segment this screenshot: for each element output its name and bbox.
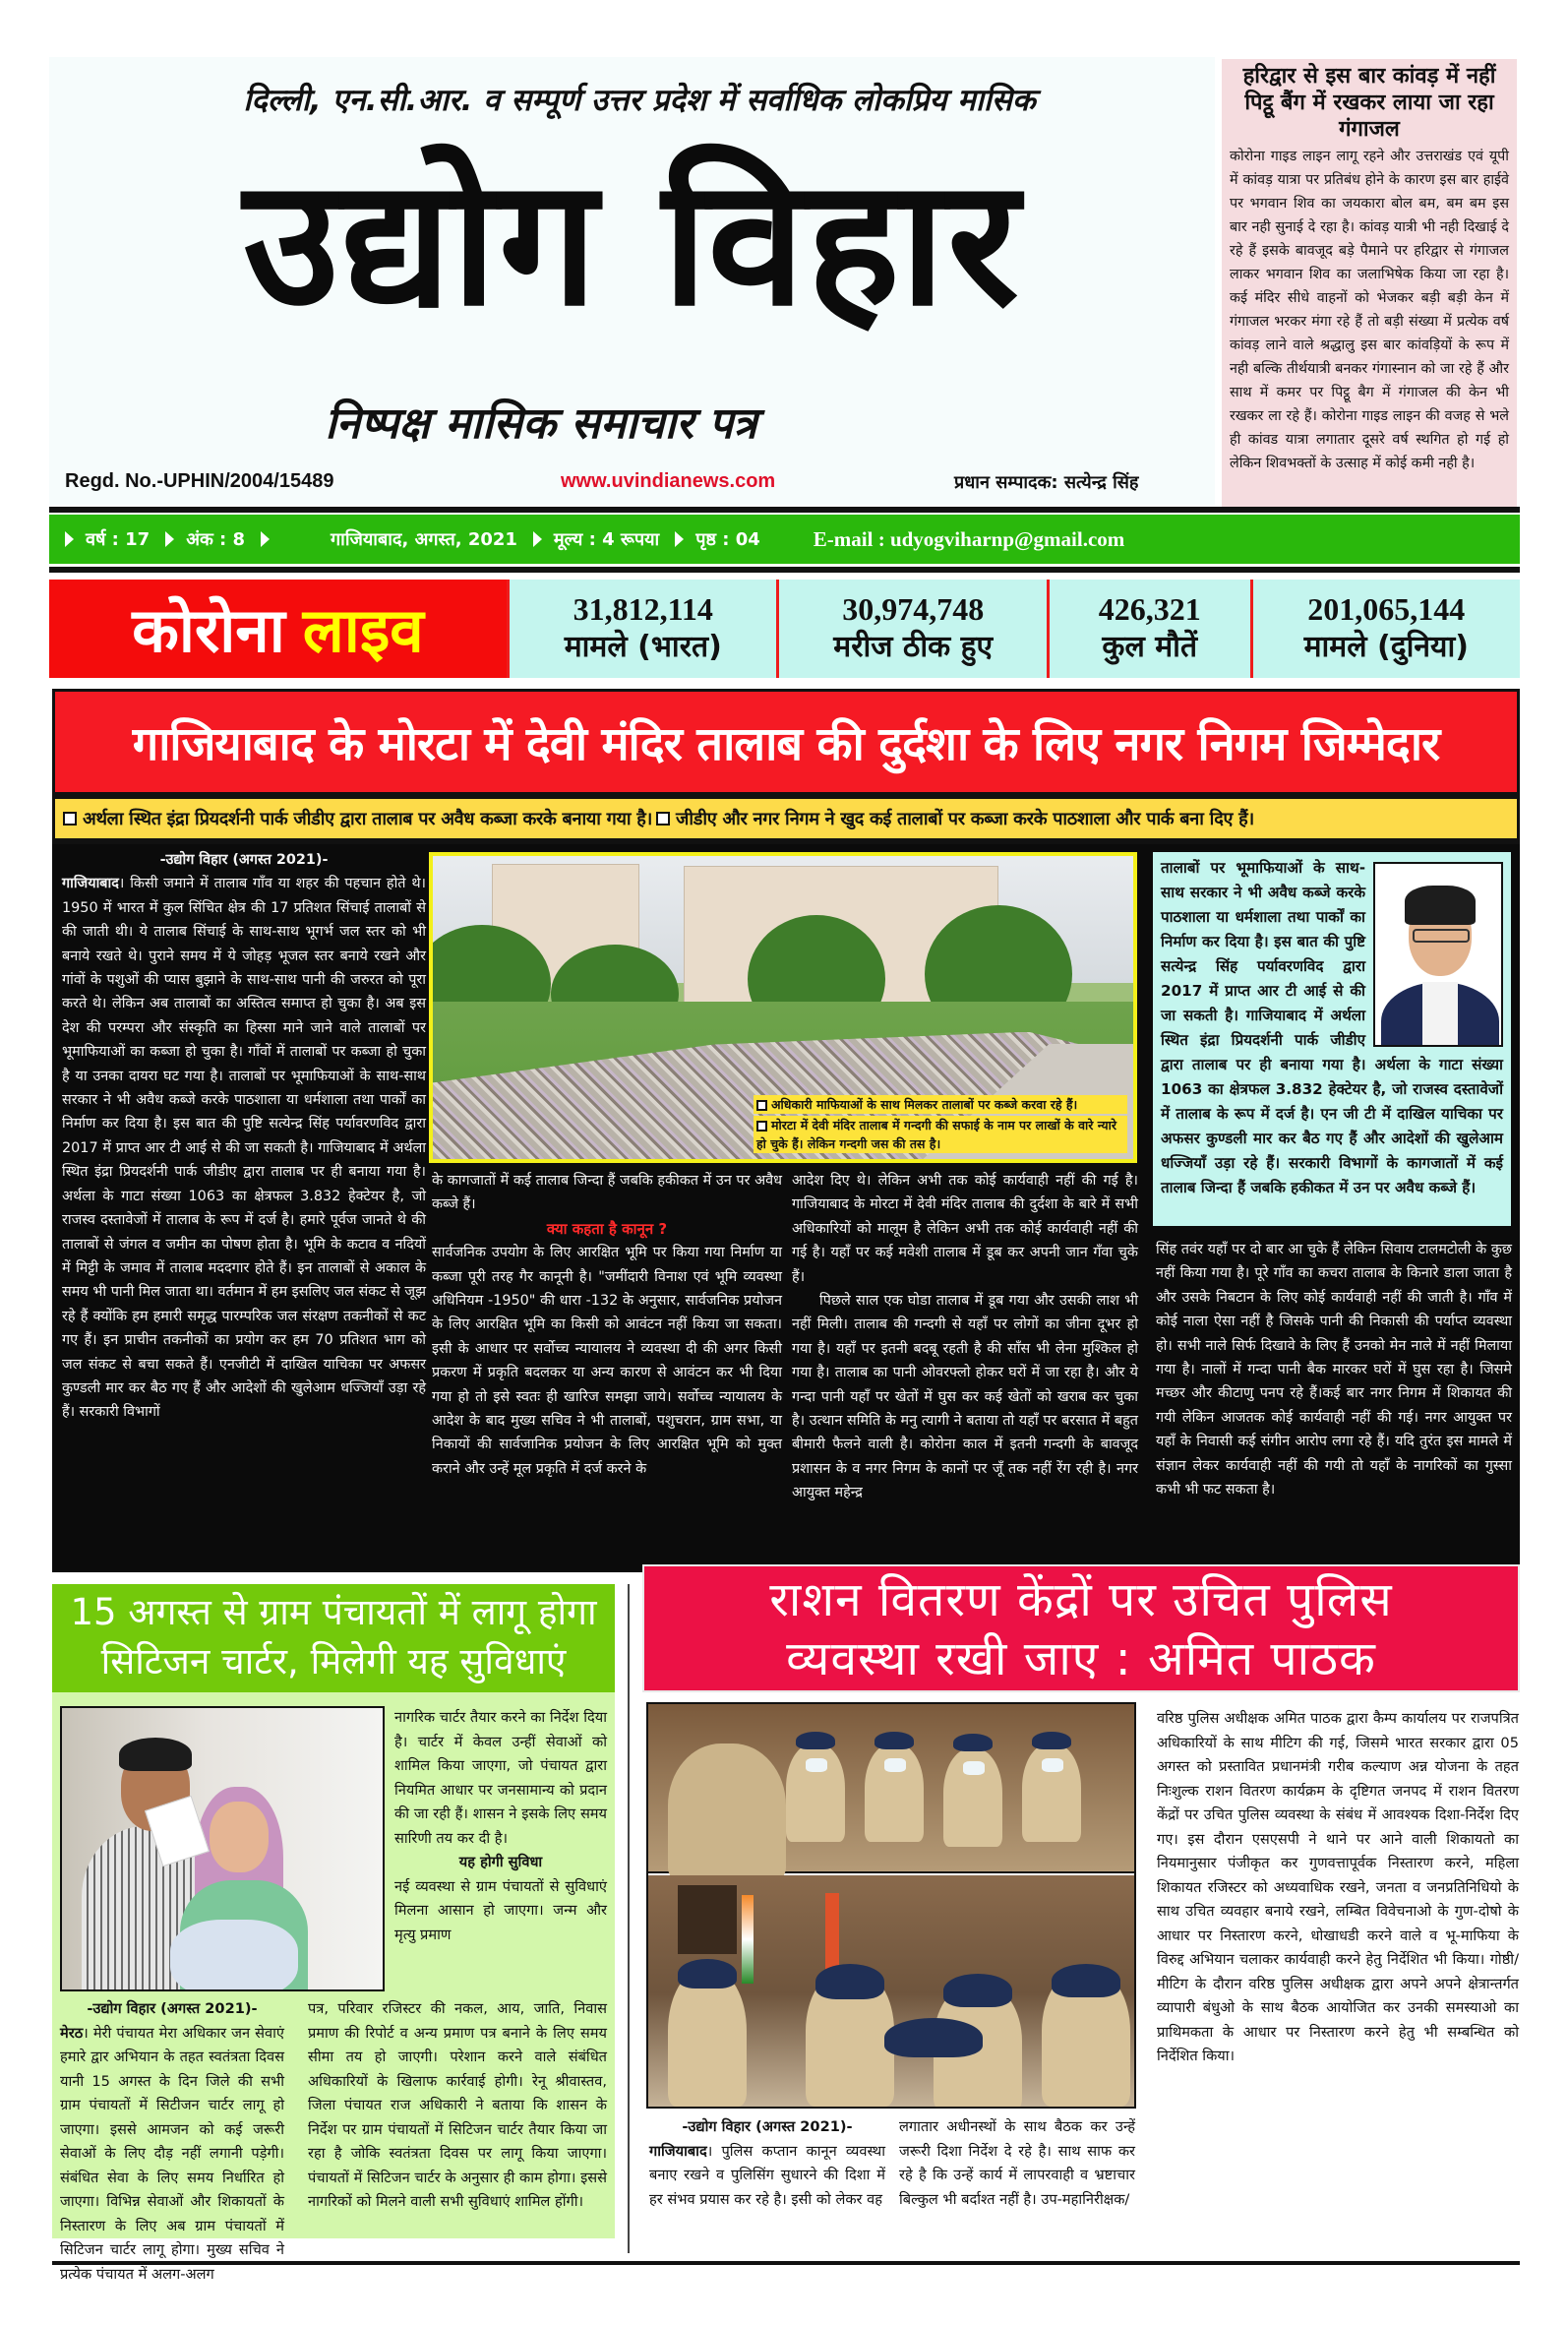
citizen-charter-headline: 15 अगस्त से ग्राम पंचायतों में लागू होगा सिटिजन चार्टर, मिलेगी यह सुविधाएं <box>52 1584 615 1692</box>
page-number: पृष्ठ : 04 <box>695 529 760 550</box>
checkbox-bullet-icon <box>656 812 670 826</box>
author-portrait-photo <box>1373 862 1503 1047</box>
dateline: -उद्योग विहार (अगस्त 2021)- <box>159 852 329 868</box>
lead-boxed-summary: तालाबों पर भूमाफियाओं के साथ-साथ सरकार ने भी अवैध कब्जे करके पाठशाला या धर्मशाला तथा पार्कों का निर्माण कर दिया है। इस बात की पुष्टि सत्येन्द्र सिंह पर्यावरणविद द्वारा 2017 में प्राप्त आर टी आई से की जा सकती है। गाजियाबाद में अर्थला स्थित इंद्रा प्रियदर्शनी पार्क जीडीए द्वारा तालाब पर ही बनाया गया है। अर्थला के गाटा संख्या 1063 का क्षेत्रफल 3.832 हेक्टेयर है, जो राजस्व दस्तावेजों में तालाब के रूप में दर्ज है। एन जी टी में दाखिल याचिका पर अफसर कुण्डली मार कर बैठ गए हैं और आदेशों की खुलेआम धज्जियाँ उड़ा रहे हैं। सरकारी विभागों के कागजातों में कई तालाब जिन्दा हैं जबकि हकीकत में उन पर अवैध कब्जे हैं। <box>1153 852 1511 1226</box>
citizen-charter-story <box>52 1692 615 2283</box>
pond-garbage-photo <box>429 852 1137 1163</box>
lead-column-3: आदेश दिए थे। लेकिन अभी तक कोई कार्यवाही नहीं की गई है। गाजियाबाद के मोरटा में देवी मंदिर तालाब की दुर्दशा के बारे में सभी अधिकारियों को मालूम है लेकिन अभी तक कोई कार्यवाही नहीं की गई है। यहाँ पर कई मवेशी तालाब में डूब कर अपनी जान गँवा चुके हैं। पिछले साल एक घोडा तालाब में डूब गया और उसकी लाश भी नहीं मिली। तालाब की गन्दगी से यहाँ पर लोगों का जीना दूभर हो गया है। यहाँ पर इतनी बदबू रहती है की साँस भी लेना मुश्किल हो गया है। तालाब का पानी ओवरफ्लो होकर घरों में जा रहा है। और ये गन्दा पानी यहाँ पर खेतों में घुस कर कई खेतों को खराब कर चुका है। उत्थान समिति के मनु त्यागी ने बताया तो यहाँ पर बरसात में बहुत बीमारी फैलने वाली है। कोरोना काल में इतनी गन्दगी के बावजूद प्रशासन के व नगर निगम के कानों पर जूँ तक नहीं रेंग रही है। नगर आयुक्त महेन्द्र <box>792 1173 1138 1501</box>
highlight-1: अर्थला स्थित इंद्रा प्रियदर्शनी पार्क जीडीए द्वारा तालाब पर अवैध कब्जा करके बनाया गया है। <box>83 809 653 829</box>
newspaper-title: उद्योग विहार <box>243 141 1021 344</box>
lead-headline: गाजियाबाद के मोरटा में देवी मंदिर तालाब की दुर्दशा के लिए नगर निगम जिम्मेदार <box>52 689 1520 795</box>
newspaper-subtitle: निष्पक्ष मासिक समाचार पत्र <box>325 398 757 449</box>
police-meeting-photos <box>646 1702 1136 2109</box>
highlight-2: जीडीए और नगर निगम ने खुद कई तालाबों पर कब्जा करके पाठशाला और पार्क बना दिए हैं। <box>676 809 1254 829</box>
lead-story <box>52 844 1520 1572</box>
arrow-icon <box>65 531 74 547</box>
lead-column-1: -उद्योग विहार (अगस्त 2021)- गाजियाबाद। किसी जमाने में तालाब गाँव या शहर की पहचान होते थे। 1950 में भारत में कुल सिंचित क्षेत्र की 17 प्रतिशत सिंचाई तालाबों से की जाती थी। ये तालाब सिंचाई के साथ-साथ भूगर्भ जल स्तर को भी बनाये रखते थे। पुराने समय में ये जोहड़ भूजल स्तर बनाये रखने और गांवों के पशुओं की प्यास बुझाने के साथ-साथ पानी की जरुरत को पूरा करते थे। लेकिन अब तालाबों का अस्तित्व समाप्त हो चुका है। अब इस देश की परम्परा और संस्कृति का हिस्सा माने जाने वाले तालाबों पर भूमाफियाओं का कब्जा हो चुका है। गाँवों में तालाबों पर कब्जा हो चुका है या उनका दायरा घट गया है। तालाबों पर भूमाफियाओं के साथ-साथ सरकार ने भी अवैध कब्जे करके पाठशाला या धर्मशाला तथा पार्कों का निर्माण कर दिया है। इस बात की पुष्टि सत्येन्द्र सिंह पर्यावरणविद द्वारा 2017 में प्राप्त आर टी आई से की जा सकती है। गाजियाबाद में अर्थला स्थित इंद्रा प्रियदर्शनी पार्क जीडीए द्वारा तालाब पर ही बनाया गया है। अर्थला के गाटा संख्या 1063 का क्षेत्रफल 3.832 हेक्टेयर है, जो राजस्व दस्तावेजों में तालाब के रूप में दर्ज है। हमारे पूर्वज जानते थे की तालाबों से जंगल व जमीन का पोषण होता है। भूमि के कटाव व नदियों में मिट्टी के जमाव में तालाब मददगार होते हैं। इन तालाबों से अकाल के समय भी पानी मिल जाता था। वर्तमान में हम इसलिए जल संकट से जूझ रहे हैं क्योंकि हम हमारी समृद्ध पारम्परिक जल संरक्षण तकनीकों से कट गए हैं। इन प्राचीन तकनीकों का प्रयोग कर हम 70 प्रतिशत भाग को जल संकट से बचा सकते हैं। एनजीटी में दाखिल याचिका पर अफसर कुण्डली मार कर बैठ गए हैं और आदेशों की खुलेआम धज्जियाँ उड़ा रहे हैं। सरकारी विभागों <box>62 848 426 1425</box>
issue-info-bar <box>49 515 1520 564</box>
corona-stat-india-cases: 31,812,114 मामले (भारत) <box>507 580 776 678</box>
arrow-icon <box>261 531 270 547</box>
volume-year: वर्ष : 17 <box>86 529 151 550</box>
registration-number: Regd. No.-UPHIN/2004/15489 <box>65 470 334 492</box>
divider <box>49 567 1520 573</box>
corona-live-bar <box>49 580 1520 678</box>
ration-police-column-right: वरिष्ठ पुलिस अधीक्षक अमित पाठक द्वारा कैम्प कार्यालय पर राजपत्रित अधिकारियों के साथ मीटिग की गई, जिसमे भारत सरकार द्वारा 05 अगस्त को प्रस्तावित प्रधानमंत्री गरीब कल्याण अन्न योजना के तहत निःशुल्क राशन वितरण कार्यक्रम के दृष्टिगत जनपद में राशन वितरण केंद्रों पर उचित पुलिस व्यवस्था के संबंध में आवश्यक दिशा-निर्देश दिए गए। इस दौरान एसएसपी ने थाने पर आने वाली शिकायतो का नियमानुसार पंजीकृत कर गुणवत्तापूर्वक निस्तारण करने, महिला शिकायत रजिस्टर को अध्यवाधिक रखने, जनता व जनप्रतिनिधियो के साथ उचित व्यवहार बनाये रखने, लम्बित विवेचनाओ के गुण-दोषो के आधार पर निस्तारण करने, धोखाधडी करने वाले व भू-माफिया के विरुद्द अभियान चलाकर कार्यवाही करने हेतु निर्देशित भी किया। गोष्ठी/मीटिग के दौरान वरिष्ठ पुलिस अधीक्षक द्वारा अपने अपने क्षेत्रान्तर्गत व्यापारी बंधुओ के साथ बैठक आयोजित कर उनकी समस्याओ का प्राथिमकता के आधार पर निस्तारण करने हेतु भी सम्बन्धित को निर्देशित किया। <box>1157 1710 1519 2064</box>
corona-live-label: कोरोना लाइव <box>49 580 507 678</box>
family-photo <box>60 1706 385 1991</box>
citizen-charter-column-2: पत्र, परिवार रजिस्टर की नकल, आय, जाति, निवास प्रमाण की रिपोर्ट व अन्य प्रमाण पत्र बनाने के लिए समय सीमा तय हो जाएगी। परेशान करने वाले संबंधित अधिकारियों के खिलाफ कार्रवाई होगी। रेनू श्रीवास्तव, जिला पंचायत राज अधिकारी ने बताया कि शासन के निर्देश पर ग्राम पंचायतों में सिटिजन चार्टर तैयार किया जा रहा है जोकि स्वतंत्रता दिवस पर लागू किया जाएगा। पंचायतों में सिटिजन चार्टर के अनुसार ही काम होगा। इससे नागरिकों को मिलने वाली सभी सुविधाएं शामिल होंगी। <box>308 2000 607 2210</box>
corona-stat-world-cases: 201,065,144 मामले (दुनिया) <box>1250 580 1520 678</box>
sidebar-headline: हरिद्वार से इस बार कांवड़ में नहीं पिट्ठू बैंग में रखकर लाया जा रहा गंगाजल <box>1242 64 1496 142</box>
arrow-icon <box>165 531 174 547</box>
citizen-charter-column-top: नागरिक चार्टर तैयार करने का निर्देश दिया है। चार्टर में केवल उन्हीं सेवाओं को शामिल किया जाएगा, जो पंचायत द्वारा नियमित आधार पर जनसामान्य को प्रदान की जा रही हैं। शासन ने इसके लिए समय सारिणी तय कर दी है। यह होगी सुविधा नई व्यवस्था से ग्राम पंचायतों से सुविधाएं मिलना आसान हो जाएगा। जन्म और मृत्यु प्रमाण <box>394 1709 607 1943</box>
citizen-charter-column-1: -उद्योग विहार (अगस्त 2021)- मेरठ। मेरी पंचायत मेरा अधिकार जन सेवाएं हमारे द्वार अभियान के तहत स्वतंत्रता दिवस यानी 15 अगस्त के दिन जिले की सभी ग्राम पंचायतों में सिटीजन चार्टर लागू हो जाएगा। इससे आमजन को कई जरूरी सेवाओं के लिए दौड़ नहीं लगानी पड़ेगी। संबंधित सेवा के लिए समय निर्धारित हो जाएगा। विभिन्न सेवाओं और शिकायतों के निस्तारण के लिए अब ग्राम पंचायतों में सिटिजन चार्टर लागू होगा। मुख्य सचिव ने प्रत्येक पंचायत में अलग-अलग <box>60 1997 284 2287</box>
law-subheading: क्या कहता है कानून ? <box>546 1219 668 1238</box>
checkbox-bullet-icon <box>63 812 77 826</box>
photo-caption: अधिकारी माफियाओं के साथ मिलकर तालाबों पर कब्जे करवा रहे हैं। मोरटा में देवी मंदिर तालाब में गन्दगी की सफाई के नाम पर लाखों के वारे न्यारे हो चुके हैं। लेकिन गन्दगी जस की तस है। <box>754 1093 1127 1153</box>
dateline: -उद्योग विहार (अगस्त 2021)- <box>87 2000 258 2017</box>
arrow-icon <box>675 531 684 547</box>
column-divider <box>628 1584 630 2253</box>
masthead-tagline: दिल्ली, एन.सी.आर. व सम्पूर्ण उत्तर प्रदेश में सर्वाधिक लोकप्रिय मासिक <box>243 83 1036 118</box>
lead-column-4: सिंह तवंर यहाँ पर दो बार आ चुके हैं लेकिन सिवाय टालमटोली के कुछ नहीं किया गया है। पूरे गाँव का कचरा तालाब के किनारे डाला जाता है और उसके निबटान के लिए कोई कार्यवाही नहीं की जाती है। गाँव में कोई नाला ऐसा नहीं है जिसके पानी की निकासी की पर्याप्त व्यवस्था हो। सभी नाले सिर्फ दिखावे के लिए हैं उनको मेन नाले में नहीं मिलाया गया है। नालों में गन्दा पानी बैक मारकर घरों में घुस रहा है। जिसमे मच्छर और कीटाणु पनप रहे हैं।कई बार नगर निगम में शिकायत की गयी लेकिन आजतक कोई कार्यवाही नहीं की गई। नगर आयुक्त पर यहाँ के निवासी कई संगीन आरोप लगा रहे हैं। यदि तुरंत इस मामले में संज्ञान लेकर कार्यवाही नहीं की गयी तो यहाँ के नागरिकों का गुस्सा कभी भी फट सकता है। <box>1156 1242 1512 1499</box>
arrow-icon <box>533 531 542 547</box>
ration-police-column-2: लगातार अधीनस्थों के साथ बैठक कर उन्हें जरूरी दिशा निर्देश दे रहे है। साथ साफ कर रहे है कि उन्हें कार्य में लापरवाही व भ्रष्टाचार बिल्कुल भी बर्दाश्त नहीं है। उप-महानिरीक्षक/ <box>899 2118 1135 2208</box>
corona-stat-deaths: 426,321 कुल मौतें <box>1047 580 1250 678</box>
place-date: गाजियाबाद, अगस्त, 2021 <box>331 529 517 550</box>
price: मूल्य : 4 रूपया <box>553 529 660 550</box>
divider <box>49 507 1520 513</box>
contact-email[interactable]: E-mail : udyogviharnp@gmail.com <box>813 526 1125 551</box>
website-link[interactable]: www.uvindianews.com <box>561 470 776 492</box>
sidebar-body: कोरोना गाइड लाइन लागू रहने और उत्तराखंड एवं यूपी में कांवड़ यात्रा पर प्रतिबंध होने के कारण इस बार हाईवे पर भगवान शिव का जयकारा बोल बम, बम बम इस बार नही सुनाई दे रहा है। कांवड़ यात्री भी नही दिखाई दे रहे हैं इसके बावजूद बड़े पैमाने पर हरिद्वार से गंगाजल लाकर भगवान शिव का जलाभिषेक किया जा रहा है।कई मंदिर सीधे वाहनों को भेजकर बड़ी बड़ी केन में गंगाजल भरकर मंगा रहे हैं तो बड़ी संख्या में प्रत्येक वर्ष कांवड़ लाने वाले श्रद्धालु इस बार कांवड़ियों के रूप में नही बल्कि तीर्थयात्री बनकर गंगास्नान को जा रहे हैं और साथ में कमर पर पिट्ठू बैग में गंगाजल की केन भी रखकर ला रहे हैं। कोरोना गाइड लाइन की वजह से भले ही कांवड यात्रा लगातार दूसरे वर्ष स्थगित हो गई हो लेकिन शिवभक्तों के उत्साह में कोई कमी नही है। <box>1230 149 1509 471</box>
divider <box>52 2261 1520 2265</box>
masthead <box>49 57 1215 505</box>
chief-editor: प्रधान सम्पादक: सत्येन्द्र सिंह <box>954 472 1139 493</box>
dateline-place: गाजियाबाद <box>62 876 119 892</box>
corona-stat-recovered: 30,974,748 मरीज ठीक हुए <box>776 580 1046 678</box>
police-meeting-photo-2 <box>648 1875 1134 2109</box>
issue-number: अंक : 8 <box>186 529 246 550</box>
ration-police-headline: राशन वितरण केंद्रों पर उचित पुलिस व्यवस्था रखी जाए : अमित पाठक <box>642 1564 1520 1692</box>
ration-police-column-1: -उद्योग विहार (अगस्त 2021)- गाजियाबाद। पुलिस कप्तान कानून व्यवस्था बनाए रखने व पुलिसिंग सुधारने की दिशा में हर संभव प्रयास कर रहे है। इसी को लेकर वह <box>649 2115 885 2212</box>
subheading: यह होगी सुविधा <box>458 1854 543 1870</box>
lead-column-2: के कागजातों में कई तालाब जिन्दा हैं जबकि हकीकत में उन पर अवैध कब्जे हैं। क्या कहता है कानून ? सार्वजनिक उपयोग के लिए आरक्षित भूमि पर किया गया निर्माण या कब्जा पूरी तरह गैर कानूनी है। "जमींदारी विनाश एवं भूमि व्यवस्था अधिनियम -1950" की धारा -132 के अनुसार, सार्वजनिक प्रयोजन के लिए आरक्षित भूमि का किसी को आवंटन नहीं किया जा सकता। इसी के आधार पर सर्वोच्च न्यायालय ने व्यवस्था दी की अगर किसी प्रकरण में प्रकृति बदलकर या अन्य कारण से आवंटन कर भी दिया गया हो तो इसे स्वतः ही खारिज समझा जाये। सर्वोच्च न्यायालय के आदेश के बाद मुख्य सचिव ने भी तालाबों, पशुचरान, ग्राम सभा, या निकायों की सार्वजानिक प्रयोजन के लिए आरक्षित भूमि को मुक्त कराने और उन्हें मूल प्रकृति में दर्ज करने के <box>432 1173 782 1477</box>
dateline: -उद्योग विहार (अगस्त 2021)- <box>682 2118 853 2135</box>
sidebar-news-box <box>1222 59 1517 507</box>
police-meeting-photo-1 <box>648 1704 1134 1873</box>
lead-highlights <box>52 795 1520 844</box>
